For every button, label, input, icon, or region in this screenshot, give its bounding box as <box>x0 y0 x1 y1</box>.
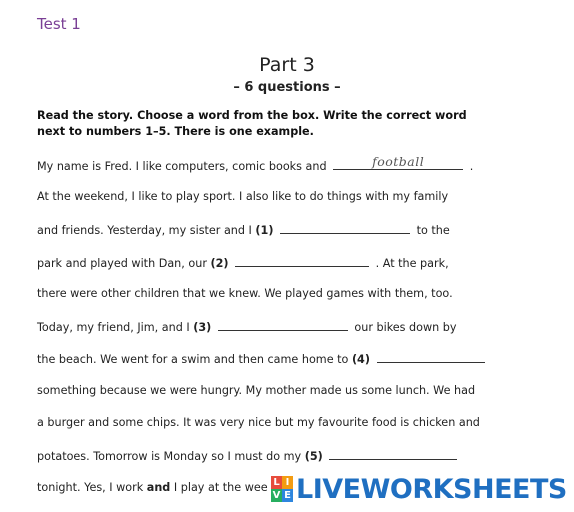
logo-letter: V <box>272 490 281 501</box>
story-text: our bikes down by <box>354 321 457 334</box>
watermark-text: LIVEWORKSHEETS <box>296 473 567 505</box>
story-text: park and played with Dan, our <box>37 257 207 270</box>
story-line-8: something because we were hungry. My mother made us some lunch. We had <box>37 384 476 397</box>
instructions: Read the story. Choose a word from the box. Write the correct word next to numbers 1–5. There is one example. <box>37 109 467 138</box>
question-number-2: (2) <box>210 257 229 270</box>
part-subtitle: – 6 questions – <box>233 80 341 95</box>
story-line-11 <box>37 481 268 494</box>
answer-blank-1[interactable] <box>280 222 410 234</box>
liveworksheets-logo <box>271 476 293 502</box>
part-title: Part 3 <box>259 54 315 76</box>
story-line-9: a burger and some chips. It was very nice but my favourite food is chicken and <box>37 416 480 429</box>
question-number-1: (1) <box>255 224 274 237</box>
story-bold-word: and <box>146 481 171 494</box>
story-text: to the <box>416 224 450 237</box>
story-line-3 <box>37 222 450 237</box>
story-line-7 <box>37 351 488 366</box>
story-line-1 <box>37 154 474 173</box>
story-text: My name is Fred. I like computers, comic books and <box>37 160 327 173</box>
logo-letter: E <box>282 489 293 502</box>
story-line-2: At the weekend, I like to play sport. I also like to do things with my family <box>37 190 449 203</box>
story-text: tonight. Yes, I work <box>37 481 144 494</box>
story-text: I play at the wee <box>173 481 268 494</box>
story-text: and friends. Yesterday, my sister and I <box>37 224 252 237</box>
story-line-10 <box>37 448 460 463</box>
answer-blank-3[interactable] <box>218 319 348 331</box>
story-line-5: there were other children that we knew. We played games with them, too. <box>37 287 453 300</box>
example-blank <box>333 154 463 170</box>
question-number-4: (4) <box>351 353 370 366</box>
story-text: . <box>469 160 474 173</box>
answer-blank-5[interactable] <box>329 448 457 460</box>
story-line-6 <box>37 319 457 334</box>
example-answer: football <box>372 154 425 169</box>
liveworksheets-watermark <box>271 472 567 506</box>
logo-letter: I <box>282 476 293 489</box>
answer-blank-2[interactable] <box>235 255 369 267</box>
logo-letter: L <box>271 476 282 489</box>
question-number-3: (3) <box>193 321 212 334</box>
story-text: the beach. We went for a swim and then came home to <box>37 353 349 366</box>
story-line-4 <box>37 255 449 270</box>
answer-blank-4[interactable] <box>377 351 485 363</box>
story-text: potatoes. Tomorrow is Monday so I must do my <box>37 450 302 463</box>
story-text: . At the park, <box>375 257 449 270</box>
test-label: Test 1 <box>37 15 81 33</box>
story-text: Today, my friend, Jim, and I <box>37 321 190 334</box>
question-number-5: (5) <box>304 450 323 463</box>
